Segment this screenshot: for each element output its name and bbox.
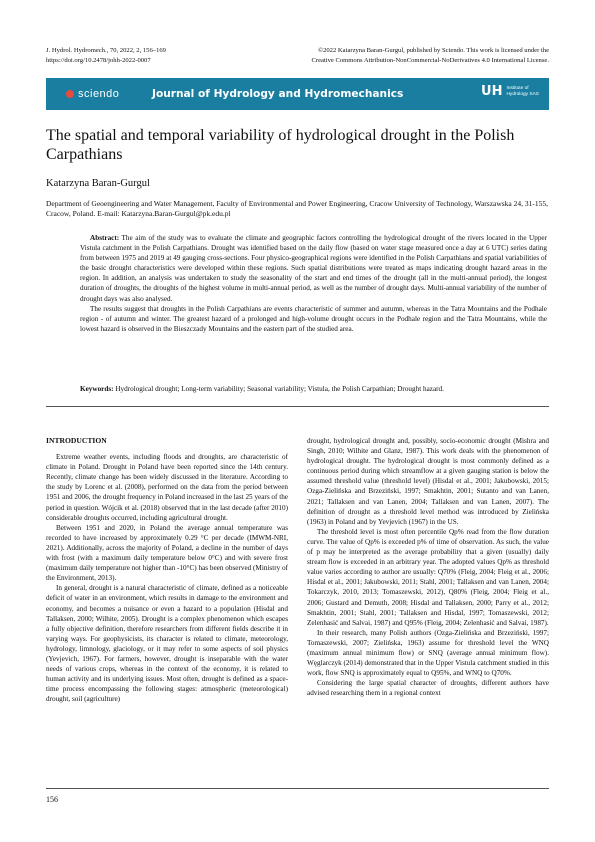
body-paragraph: In their research, many Polish authors (Ozga-Zielińska and Brzeziński, 1997; Tomaszewski, 2007; Zielińska, 1963) assume for threshold level the WNQ (maximum annual minimum flow) or SNQ (average annual minimum flow). Węglarczyk (2014) demonstrated that in the Upper Vistula catchment studied in this work, flow SNQ is approximately equal to Q95%, and WNQ to Q70%. (307, 628, 549, 678)
abstract-paragraph-2: The results suggest that droughts in the Polish Carpathians are events characteristic of summer and autumn, whereas in the Tatra Mountains and the Podhale region - of autumn and winter. The greatest hazard of a prolonged and high-volume drought occurs in the Podhale region and the Tatra Mountains, while the lowest hazard is observed in the Bieszczady Mountains and the eastern part of the studied area. (80, 304, 547, 333)
copyright-line: ©2022 Katarzyna Baran-Gurgul, published by Sciendo. This work is licensed under the (318, 47, 549, 54)
abstract-text-1: The aim of the study was to evaluate the climate and geographic factors controlling the hydrological drought of the rivers located in the Upper Vistula catchment in the Polish Carpathians. Drought was identified based on the daily flow (based on water stage measured once a day at 6 UTC) series dating from between 1975 and 2019 at 49 gauging cross-sections. Four physico-geographical regions were identified in the Polish Carpathians and spatial variabilities of the basic drought characteristics were developed within these regions. Such spatial distributions were treated as maps indicating drought hazard areas in the region. In addition, an analysis was undertaken to study the seasonality of the start and end times of the drought (all in the multi-annual period), the longest duration of droughts, the droughts of the highest volume in multi-annual period, as well as the number of drought days. Multi-annual variability of the number of drought days was also analysed. (80, 234, 547, 303)
abstract-label: Abstract: (90, 234, 120, 242)
institute-line-2: Hydrology SAS (506, 91, 539, 97)
section-heading: INTRODUCTION (46, 436, 107, 445)
divider (46, 406, 549, 407)
author-name: Katarzyna Baran-Gurgul (46, 178, 150, 189)
citation-line: J. Hydrol. Hydromech., 70, 2022, 2, 156–169 (46, 47, 166, 54)
running-header-right (311, 46, 549, 66)
keywords-text: Hydrological drought; Long-term variability; Seasonal variability; Vistula, the Polish Carpathian; Drought hazard. (115, 385, 444, 393)
article-title: The spatial and temporal variability of hydrological drought in the Polish Carpathians (46, 127, 515, 163)
sciendo-dot-icon (66, 90, 74, 98)
doi-link[interactable]: https://doi.org/10.2478/johh-2022-0007 (46, 57, 151, 64)
body-paragraph: The threshold level is most often percentile Qp% read from the flow duration curve. The value of Qp% is exceeded p% of time of observation. As such, the value of p may be interpreted as the average probability that a given (usually) daily stream flow is exceeded in an arbitrary year. The adopted values Qp% as threshold value varies according to author are usually: Q70% (Fleig, 2004; Fleig et al., 2006; Hisdal et al., 2001; Jakubowski, 2011; Stahl, 2001; Tallaksen and van Lanen, 2004; Tokarczyk, 2010, 2013; Tomaszewski, 2012), Q80% (Fleig, 2004; Fleig et al., 2006; Gustard and Demuth, 2008; Hisdal and Tallaksen, 2000; Parry et al., 2012; Smakhtin, 2001; Stahl, 2001; Tallaksen and Hisdal, 1997; Tomaszewski, 2012; Zelenhasić and Salvai, 1987) and Q95% (Fleig, 2004; Zelenhasić and Salvai, 1987). (307, 527, 549, 627)
abstract-paragraph-1 (80, 233, 547, 304)
left-column (46, 436, 288, 704)
institute-line-1: Institute of (506, 85, 529, 91)
journal-name: Journal of Hydrology and Hydromechanics (152, 88, 404, 100)
institute-name (506, 86, 539, 97)
license-line: Creative Commons Attribution-NonCommercial-NoDerivatives 4.0 International License. (311, 57, 549, 64)
institute-mark-icon: UH (481, 84, 503, 99)
keywords-label: Keywords: (80, 385, 114, 393)
body-paragraph: Considering the large spatial character of droughts, different authors have advised researching them in a regional context (307, 679, 549, 698)
body-paragraph: Between 1951 and 2020, in Poland the average annual temperature was recorded to have increased by approximately 0.29 °C per decade (IMWM-NRI, 2021). Additionally, across the majority of Poland, a decline in the number of days with frost (with a maximum daily temperature below 0°C) and with severe frost (maximum daily temperature not higher than -10°C) has been observed (Ministry of the Environment, 2013). (46, 523, 288, 583)
body-paragraph: drought, hydrological drought and, possibly, socio-economic drought (Mishra and Singh, 2010; Wilhite and Glanz, 1987). This work deals with the phenomenon of hydrological drought. The hydrological drought is most commonly defined as a continuous period during which streamflow at a given gauging station is below the assumed threshold value (threshold level) (Hisdal et al., 2001; Jakubowski, 2015; Ozga-Zielińska and Brzeziński, 1997; Smakhtin, 2001; Sutanto and van Lanen, 2021; Tallaksen and van Lanen, 2004; Tallaksen and van Lanen, 2007). The definition of drought as a threshold level method was introduced by Zielińska (1963) in Poland and by Yevjevich (1967) in the US. (307, 437, 549, 526)
page-number: 156 (46, 795, 58, 804)
sciendo-logo (66, 88, 146, 100)
author-affiliation: Department of Geoengineering and Water Management, Faculty of Environmental and Power Engineering, Cracow University of Technology, Warszawska 24, 31-155, Cracow, Poland. E-mail: Katarzyna.Baran-Gurgul@pk.edu.pl (46, 199, 549, 218)
body-paragraph: Extreme weather events, including floods and droughts, are characteristic of climate in Poland. Drought in Poland have been reported since the 14th century. Recently, climate change has been widely discussed in the literature. According to the study by Lorenc et al. (2008), performed on the data from the period between 1951 and 2006, the drought frequency in Poland increased in the last 25 years of the period in question. Wójcik et al. (2018) observed that in the last decade (after 2010) considerable droughts occurred, including agricultural drought. (46, 453, 288, 522)
running-header-left (46, 46, 166, 66)
keywords (80, 384, 547, 394)
journal-banner (46, 78, 549, 110)
abstract (80, 233, 547, 334)
right-column (307, 436, 549, 698)
body-paragraph: In general, drought is a natural characteristic of climate, defined as a noticeable deficit of water in an environment, which results in damage to the environment and economy, and becomes a nuisance or even a hazard to a population (Hisdal and Tallaksen, 2000; Wilhite, 2005). Drought is a complex phenomenon which escapes a fully objective definition, therefore researchers from different fields describe it in varying ways. For geophysicists, its character is related to climate, meteorology, hydrology, limnology, glaciology, or it may refer to some aspects of soil physics (Yevjevich, 1967). For farmers, however, drought is inseparable with the water needs of various crops, whereas in the context of the economy, it is related to human activity and its underlying issues. Most often, drought is defined as a space-time process encompassing the following stages: atmospheric (meteorological) drought, soil (agriculture) (46, 584, 288, 704)
footer-divider (46, 788, 549, 789)
institute-logo (481, 84, 539, 99)
publisher-name: sciendo (78, 88, 120, 100)
